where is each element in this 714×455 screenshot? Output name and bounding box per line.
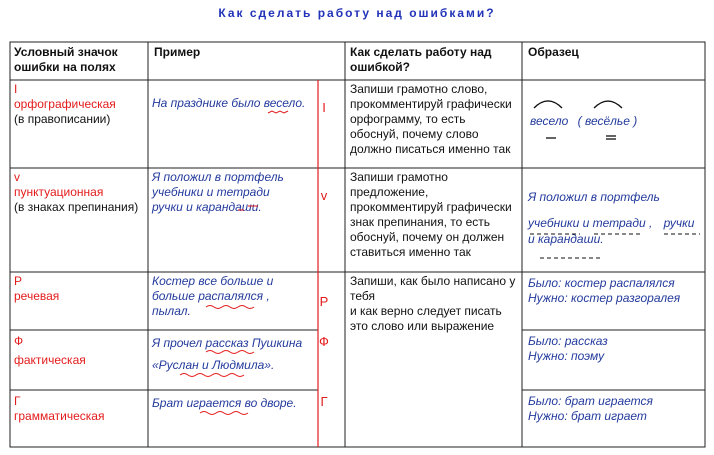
row3-type: речевая [14,289,60,303]
row3-example-line1: Костер все больше и [152,274,274,288]
row2-example-line3: ручки и карандаши. [152,200,262,214]
row3-sample-line2: Нужно: костер разгоралея [528,291,681,305]
row2-margin-mark: v [320,188,328,203]
row1-example-line1: На празднике было весело. [152,96,306,110]
row3-fix-line2: тебя [350,289,376,303]
row4-symbol: Ф [14,334,24,348]
row2-sample-part2: ручки [663,216,695,230]
row2-symbol: v [14,170,20,184]
row2-fix-line5: обоснуй, почему он должен [350,230,505,244]
row3-symbol-cell [14,274,146,304]
row5-type: грамматическая [14,409,105,423]
row2-fix-line6: ставиться именно так [350,245,471,259]
row2-example [152,170,318,215]
row1-fix [350,82,520,157]
header-sample: Образец [528,45,579,59]
row1-fix-line4: обоснуй, почему слово [350,127,479,141]
row1-margin-mark: I [322,100,326,115]
header-example: Пример [154,45,201,59]
row1-fix-line2: прокомментируй графически [350,97,512,111]
row2-fix-line1: Запиши грамотно [350,170,448,184]
row3-fix-line3: и как верно следует писать [350,304,502,318]
row3-example [152,274,318,319]
row4-example-line1: Я прочел рассказ Пушкина [152,336,303,350]
row5-sample-line1: Было: брат играется [528,394,653,408]
row5-margin-mark: Г [320,394,328,409]
row2-fix-line3: прокомментируй графически [350,200,512,214]
row2-sample-part1: учебники и тетради , [528,216,653,230]
row3-sample-line1: Было: костер распалялся [528,276,675,290]
row2-fix-line4: знак препинания, то есть [350,215,491,229]
row5-symbol: Г [14,394,21,408]
row1-sample-check: ( весёлье ) [577,114,638,128]
row4-symbol-cell [14,334,146,368]
row3-sample [528,276,704,306]
row5-example [152,396,318,411]
row1-fix-line3: орфограмму, то есть [350,112,466,126]
row1-type: орфографическая [14,97,116,111]
row2-note: (в знаках препинания) [14,200,139,214]
row3-example-line3: пылал. [152,304,191,318]
page-title: Как сделать работу над ошибками? [218,6,496,20]
row1-note: (в правописании) [14,112,111,126]
header-symbol [14,45,146,75]
row2-example-line1: Я положил в портфель [152,170,284,184]
row2-sample-line3: и карандаши. [528,232,604,246]
row5-example-line1: Брат играется во дворе. [152,396,297,410]
row3-margin-mark: Р [319,294,329,309]
row3-fix-line1: Запиши, как было написано у [350,274,516,288]
row3-fix-line4: это слово или выражение [350,319,495,333]
row2-example-line2: учебники и тетради [152,185,270,199]
row4-sample [528,334,704,364]
row4-type: фактическая [14,353,86,367]
header-fix-line1: Как сделать работу над [350,45,492,59]
row4-sample-line2: Нужно: поэму [528,349,605,363]
row4-example-line2: «Руслан и Людмила». [152,358,275,372]
row1-sample [530,114,700,129]
header-fix [350,45,520,75]
row1-symbol: I [14,82,18,96]
row4-example [152,332,318,376]
header-symbol-line1: Условный значок [14,45,118,59]
row1-example [152,96,318,111]
row4-sample-line1: Было: рассказ [528,334,608,348]
row1-symbol-cell [14,82,146,127]
row1-fix-line1: Запиши грамотно слово, [350,82,488,96]
row4-margin-mark: Ф [319,334,329,349]
row3-symbol: Р [14,274,23,288]
row2-fix [350,170,520,260]
row2-sample [528,184,704,252]
row1-sample-word: весело [530,114,569,128]
header-fix-line2: ошибкой? [350,60,411,74]
row5-sample-line2: Нужно: брат играет [528,409,647,423]
row2-sample-line1: Я положил в портфель [528,190,660,204]
header-symbol-line2: ошибки на полях [14,60,116,74]
row3-fix [350,274,520,334]
row5-sample [528,394,704,424]
row1-fix-line5: должно писаться именно так [350,142,511,156]
row5-symbol-cell [14,394,146,424]
row2-symbol-cell [14,170,146,215]
row2-fix-line2: предложение, [350,185,429,199]
row2-type: пунктуационная [14,185,104,199]
row3-example-line2: больше распалялся , [152,289,270,303]
